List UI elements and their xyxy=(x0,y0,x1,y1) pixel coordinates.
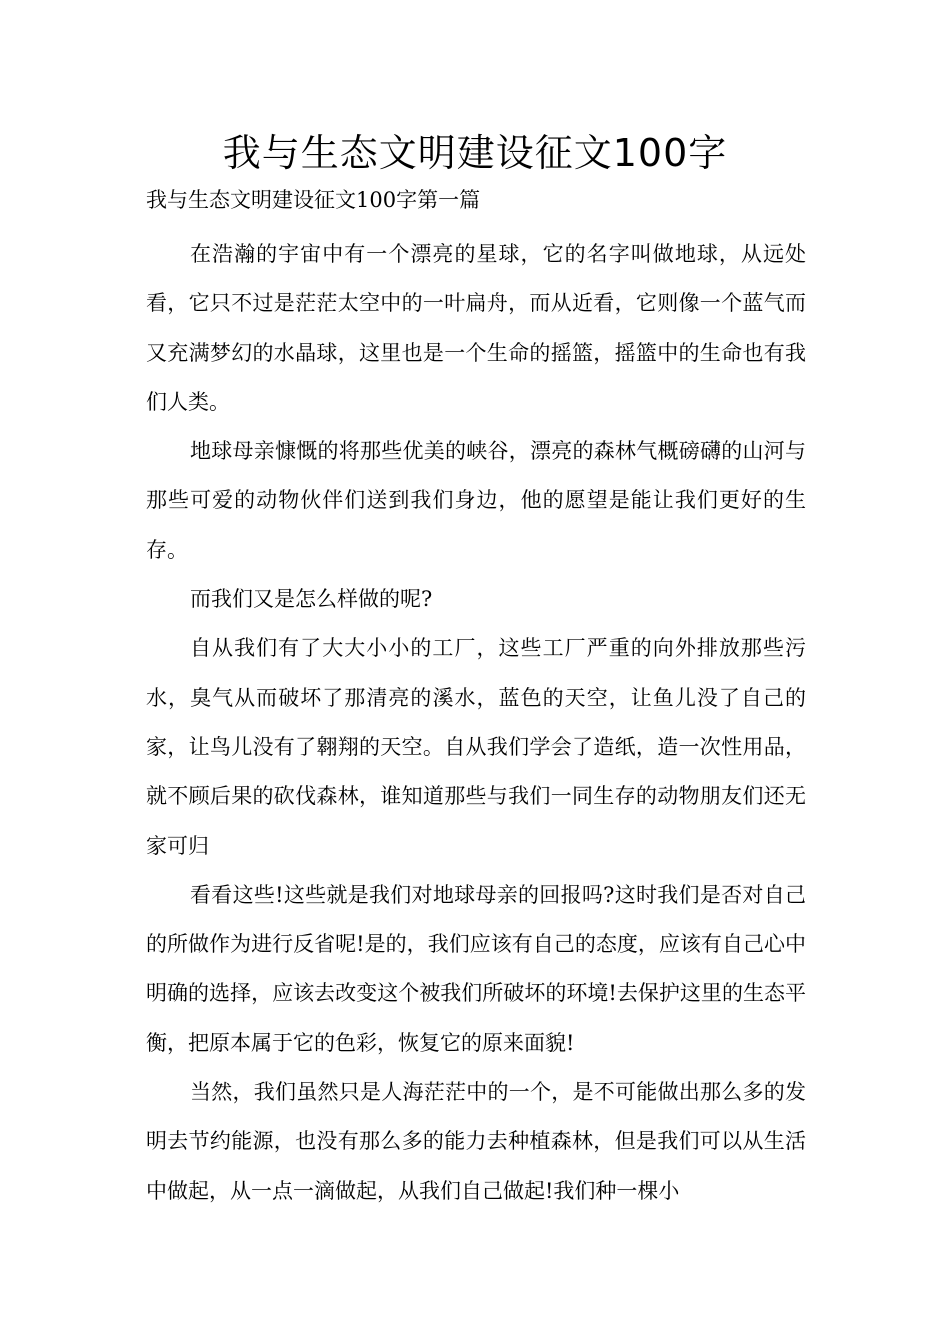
document-title: 我与生态文明建设征文100字 xyxy=(222,131,728,175)
paragraph-6: 当然，我们虽然只是人海茫茫中的一个，是不可能做出那么多的发明去节约能源，也没有那么多的能力去种植森林，但是我们可以从生活中做起，从一点一滴做起，从我们自己做起!我们种一棵小 xyxy=(146,1080,806,1203)
document-body xyxy=(146,230,806,1216)
section-heading: 我与生态文明建设征文100字第一篇 xyxy=(146,188,481,212)
paragraph-3: 而我们又是怎么样做的呢? xyxy=(190,587,433,612)
paragraph-1: 在浩瀚的宇宙中有一个漂亮的星球，它的名字叫做地球，从远处看，它只不过是茫茫太空中的一叶扁舟，而从近看，它则像一个蓝气而又充满梦幻的水晶球，这里也是一个生命的摇篮，摇篮中的生命也有我们人类。 xyxy=(146,242,806,414)
paragraph-5: 看看这些!这些就是我们对地球母亲的回报吗?这时我们是否对自己的所做作为进行反省呢!是的，我们应该有自己的态度，应该有自己心中明确的选择，应该去改变这个被我们所破坏的环境!去保护这里的生态平衡，把原本属于它的色彩，恢复它的原来面貌! xyxy=(146,882,806,1055)
paragraph-2: 地球母亲慷慨的将那些优美的峡谷，漂亮的森林气概磅礴的山河与那些可爱的动物伙伴们送到我们身边，他的愿望是能让我们更好的生存。 xyxy=(146,439,806,562)
paragraph-4: 自从我们有了大大小小的工厂，这些工厂严重的向外排放那些污水，臭气从而破坏了那清亮的溪水，蓝色的天空，让鱼儿没了自己的家，让鸟儿没有了翱翔的天空。自从我们学会了造纸，造一次性用品，就不顾后果的砍伐森林，谁知道那些与我们一同生存的动物朋友们还无家可归 xyxy=(146,636,806,858)
